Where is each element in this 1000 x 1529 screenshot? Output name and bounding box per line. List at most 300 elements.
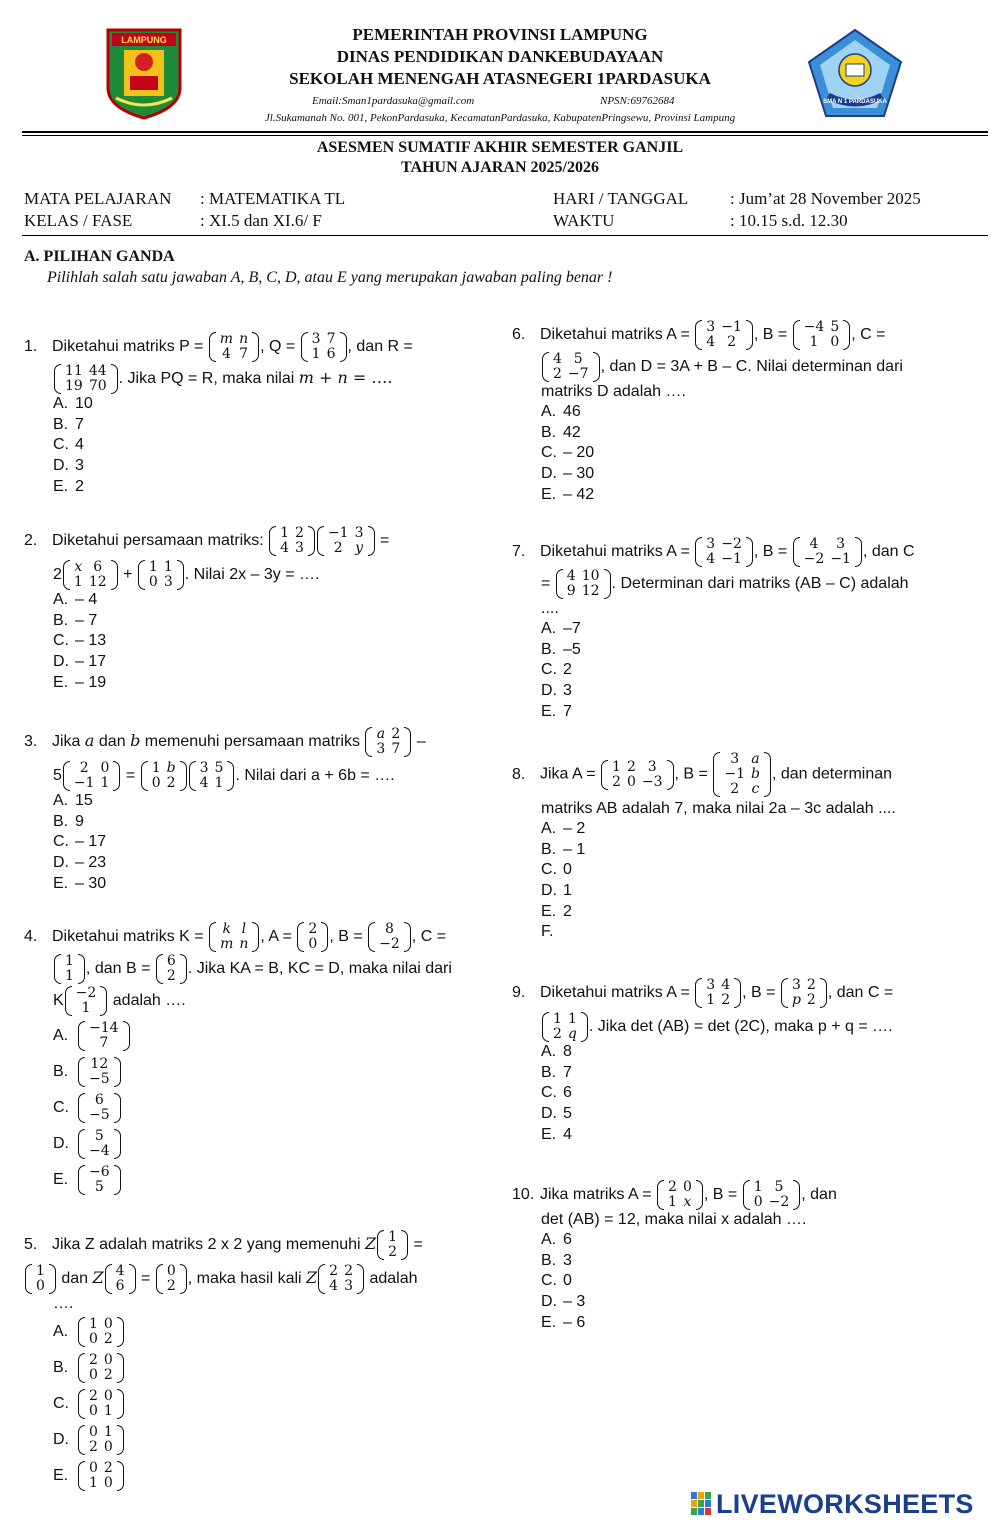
- question-7: [512, 537, 982, 722]
- matrix-entries: [86, 1165, 113, 1195]
- question-text: ….: [53, 1295, 74, 1312]
- option-b[interactable]: [512, 1063, 982, 1084]
- option-d-matrix[interactable]: [78, 1129, 121, 1159]
- option-c[interactable]: [24, 832, 494, 853]
- option-d[interactable]: [512, 1104, 982, 1125]
- question-text: =: [541, 575, 551, 593]
- option-e-matrix[interactable]: [78, 1165, 121, 1195]
- option-text: 46: [563, 403, 581, 420]
- right-paren: [401, 1230, 408, 1260]
- matrix-entry: 19: [65, 378, 83, 394]
- matrix-entry: 2: [626, 758, 636, 775]
- matrix-entry: m: [219, 331, 234, 347]
- right-paren: [746, 320, 753, 350]
- option-e[interactable]: [512, 702, 982, 723]
- matrix-entries: [149, 761, 179, 791]
- matrix-entry: q: [567, 1026, 577, 1042]
- matrix-entry: 5: [830, 319, 840, 335]
- option-e[interactable]: [512, 1125, 982, 1146]
- matrix-entries: [86, 1129, 113, 1159]
- matrix-entry: 0: [308, 936, 318, 952]
- matrix: [138, 560, 184, 590]
- left-paren: [365, 727, 372, 757]
- matrix-entries: [564, 569, 603, 599]
- matrix-entry: 7: [326, 331, 336, 347]
- matrix-entry: p: [791, 992, 801, 1008]
- question-text: b: [130, 731, 141, 751]
- matrix-entry: 3: [706, 977, 716, 993]
- matrix-entry: 4: [706, 551, 716, 567]
- right-paren: [357, 1264, 364, 1294]
- right-paren: [117, 1425, 124, 1455]
- matrix-entry: b: [750, 766, 760, 782]
- matrix-entry: 3: [295, 540, 304, 556]
- matrix-entry: 1: [706, 992, 716, 1008]
- school-name: SEKOLAH MENENGAH ATASNEGERI 1PARDASUKA: [289, 69, 711, 88]
- left-paren: [156, 1264, 163, 1294]
- right-paren: [793, 1180, 800, 1210]
- question-text: Z: [92, 1268, 104, 1288]
- right-paren: [820, 978, 827, 1008]
- option-a[interactable]: [512, 819, 982, 840]
- matrix-entry: a: [751, 751, 760, 767]
- option-d[interactable]: [24, 652, 494, 673]
- left-paren: [657, 1180, 664, 1210]
- subject-value: : MATEMATIKA TL: [200, 189, 346, 208]
- option-b-matrix[interactable]: [78, 1353, 124, 1383]
- option-letter: D.: [541, 1105, 557, 1123]
- option-letter: B.: [541, 423, 557, 441]
- matrix-entry: 2: [89, 1352, 98, 1368]
- question-text: , dan R =: [347, 338, 413, 356]
- question-text: , B =: [753, 543, 788, 561]
- matrix: [317, 526, 375, 556]
- option-text: – 23: [75, 854, 107, 872]
- question-2: [24, 526, 494, 693]
- question-text: . Nilai 2x – 3y = ….: [184, 566, 320, 584]
- question-number: 10.: [512, 1186, 535, 1204]
- option-b-matrix[interactable]: [78, 1057, 121, 1087]
- option-letter: A.: [541, 820, 557, 837]
- left-paren: [78, 1425, 85, 1455]
- option-letter: C.: [541, 1272, 557, 1290]
- matrix-entry: 4: [553, 351, 562, 367]
- option-letter: A.: [541, 1231, 557, 1248]
- option-b[interactable]: [512, 1251, 982, 1272]
- right-paren: [100, 986, 107, 1016]
- matrix-entry: x: [74, 559, 83, 575]
- right-paren: [129, 1264, 136, 1294]
- matrix-entry: −4: [803, 319, 825, 335]
- option-letter: C.: [53, 632, 69, 650]
- matrix-entry: 1: [89, 1475, 98, 1491]
- question-3: [24, 727, 494, 894]
- option-a[interactable]: [24, 590, 494, 611]
- option-list: [24, 590, 494, 693]
- option-a-matrix[interactable]: [78, 1021, 130, 1051]
- matrix-q: [301, 332, 347, 362]
- option-c-matrix[interactable]: [78, 1389, 124, 1419]
- matrix-r: [54, 364, 118, 394]
- option-d[interactable]: [24, 853, 494, 874]
- question-number: 6.: [512, 326, 526, 344]
- question-number: 2.: [24, 532, 38, 550]
- option-letter: E.: [53, 1171, 69, 1188]
- option-a[interactable]: [24, 791, 494, 812]
- matrix: [189, 761, 235, 791]
- matrix-entry: −7: [567, 366, 589, 382]
- option-d[interactable]: [512, 681, 982, 702]
- matrix-entry: 7: [239, 346, 249, 362]
- matrix-entry: 0: [753, 1194, 763, 1210]
- option-a[interactable]: [512, 402, 982, 423]
- option-letter: B.: [53, 1359, 69, 1376]
- option-d[interactable]: [512, 1292, 982, 1313]
- matrix-entry: 1: [553, 1011, 562, 1027]
- question-text: memenuhi persamaan matriks: [144, 733, 360, 751]
- right-paren: [117, 1461, 124, 1491]
- option-text: – 2: [563, 820, 586, 837]
- option-d[interactable]: [512, 881, 982, 902]
- right-paren: [734, 978, 741, 1008]
- matrix-entry: 2: [391, 726, 401, 742]
- matrix-entries: [113, 1264, 128, 1294]
- matrix-entry: −5: [89, 1071, 110, 1087]
- matrix-entry: 3: [354, 525, 364, 541]
- right-paren: [308, 526, 315, 556]
- option-a[interactable]: [512, 1042, 982, 1063]
- matrix-entry: 3: [163, 574, 173, 590]
- option-e-matrix[interactable]: [78, 1461, 124, 1491]
- left-paren: [63, 761, 70, 791]
- question-text: , maka hasil kali: [187, 1270, 302, 1288]
- option-text: 8: [563, 1043, 572, 1060]
- matrix-entries: [217, 922, 251, 952]
- option-c[interactable]: [24, 631, 494, 652]
- left-paren: [317, 526, 324, 556]
- right-paren: [49, 1264, 56, 1294]
- option-b[interactable]: [24, 611, 494, 632]
- option-text: 5: [563, 1105, 572, 1123]
- option-list: [512, 1042, 982, 1145]
- matrix-entry: 12: [581, 583, 600, 599]
- left-paren: [78, 1353, 85, 1383]
- option-letter: A.: [53, 591, 69, 608]
- right-paren: [252, 922, 259, 952]
- option-text: 3: [75, 457, 84, 475]
- matrix-entry: −4: [89, 1143, 110, 1159]
- option-letter: B.: [53, 812, 69, 830]
- question-text: adalah ….: [112, 992, 186, 1010]
- right-paren: [321, 922, 328, 952]
- question-number: 8.: [512, 765, 526, 783]
- left-paren: [781, 978, 788, 1008]
- option-f[interactable]: [512, 922, 982, 943]
- matrix-entries: [277, 526, 307, 556]
- matrix-entries: [86, 1057, 113, 1087]
- matrix: [63, 560, 118, 590]
- question-text: Z: [306, 1268, 318, 1288]
- option-text: 7: [563, 1063, 572, 1081]
- matrix-entry: 4: [221, 346, 231, 362]
- option-letter: A.: [541, 620, 557, 637]
- matrix-entry: −1: [830, 551, 851, 567]
- option-text: –7: [563, 620, 581, 637]
- option-text: – 17: [75, 833, 107, 851]
- option-e[interactable]: [24, 477, 494, 498]
- option-c[interactable]: [512, 443, 982, 464]
- option-e[interactable]: [24, 874, 494, 895]
- question-number: 7.: [512, 543, 526, 561]
- left-paren: [25, 1264, 32, 1294]
- option-b[interactable]: [24, 415, 494, 436]
- option-letter: D.: [541, 465, 557, 483]
- option-letter: E.: [541, 1313, 557, 1331]
- option-text: 1: [563, 882, 572, 900]
- liveworksheets-brand: [690, 1486, 990, 1522]
- matrix-entries: [376, 922, 403, 952]
- matrix-entry: 0: [626, 773, 636, 790]
- matrix-entry: 0: [103, 1316, 113, 1332]
- left-paren: [695, 537, 702, 567]
- right-paren: [604, 569, 611, 599]
- matrix-entry: 2: [295, 525, 304, 541]
- matrix-entries: [164, 1264, 179, 1294]
- right-paren: [117, 1353, 124, 1383]
- matrix-entry: −2: [379, 936, 400, 952]
- matrix-entry: 2: [553, 1026, 562, 1042]
- matrix-entry: 6: [166, 953, 176, 969]
- right-paren: [667, 760, 674, 790]
- option-text: – 30: [75, 874, 107, 892]
- option-a[interactable]: [512, 619, 982, 640]
- matrix-entry: 0: [89, 1424, 98, 1440]
- option-letter: E.: [53, 477, 69, 495]
- option-e[interactable]: [512, 902, 982, 923]
- question-text: , B =: [674, 765, 708, 783]
- option-c[interactable]: [512, 860, 982, 881]
- matrix-entries: [801, 537, 854, 567]
- matrix-entry: 4: [115, 1263, 125, 1279]
- matrix-entry: 0: [100, 760, 110, 776]
- option-letter: D.: [53, 457, 69, 475]
- option-e[interactable]: [512, 485, 982, 506]
- matrix-entry: 2: [388, 1244, 398, 1260]
- option-letter: E.: [541, 1125, 557, 1143]
- right-paren: [404, 727, 411, 757]
- option-text: 10: [75, 395, 93, 412]
- question-text: , B =: [753, 326, 788, 344]
- option-letter: C.: [541, 1084, 557, 1102]
- left-paren: [743, 1180, 750, 1210]
- matrix-entries: [373, 727, 403, 757]
- matrix-b2: [156, 954, 187, 984]
- option-b[interactable]: [512, 840, 982, 861]
- matrix-entry: 0: [148, 574, 158, 590]
- matrix-entry: 3: [376, 741, 386, 757]
- question-text: , C =: [851, 326, 886, 344]
- option-c[interactable]: [24, 435, 494, 456]
- right-paren: [593, 352, 600, 382]
- question-number: 1.: [24, 338, 38, 356]
- matrix-entry: −1: [73, 775, 95, 791]
- matrix-entry: l: [241, 921, 247, 937]
- matrix-entries: [703, 537, 745, 567]
- option-b[interactable]: [512, 423, 982, 444]
- matrix-entry: 6: [94, 1092, 104, 1108]
- option-text: – 20: [563, 444, 595, 462]
- matrix-entry: 3: [311, 331, 321, 347]
- option-letter: B.: [541, 1251, 557, 1269]
- option-text: 4: [75, 436, 84, 454]
- matrix: [156, 1264, 187, 1294]
- matrix-entry: 2: [806, 977, 816, 993]
- matrix-entries: [325, 526, 367, 556]
- question-text: . Jika PQ = R, maka nilai: [118, 370, 295, 388]
- matrix-entry: 2: [103, 1460, 113, 1476]
- option-letter: A.: [541, 1043, 557, 1060]
- matrix-c: [54, 954, 85, 984]
- question-text: , dan: [801, 1186, 837, 1204]
- question-5: [24, 1230, 494, 1494]
- matrix-entries: [164, 954, 179, 984]
- matrix-entry: 2: [166, 1278, 176, 1294]
- option-text: 0: [563, 1272, 572, 1290]
- option-text: – 19: [75, 673, 107, 691]
- option-b[interactable]: [512, 640, 982, 661]
- matrix-entry: 1: [36, 1263, 45, 1279]
- school-address: Jl.Sukamanah No. 001, PekonPardasuka, KecamatanPardasuka, KabupatenPringsewu, Provinsi Lampung: [264, 112, 736, 124]
- matrix-entries: [86, 1093, 113, 1123]
- left-paren: [297, 922, 304, 952]
- section-title: A. PILIHAN GANDA: [24, 248, 175, 265]
- matrix-entry: 11: [65, 363, 83, 379]
- option-b[interactable]: [24, 812, 494, 833]
- matrix-entry: 3: [199, 760, 209, 776]
- right-paren: [177, 560, 184, 590]
- option-letter: D.: [541, 682, 557, 700]
- matrix-c: [556, 569, 611, 599]
- left-paren: [63, 560, 70, 590]
- matrix-entries: [305, 922, 320, 952]
- question-10: [512, 1180, 982, 1333]
- option-c[interactable]: [512, 660, 982, 681]
- option-text: – 42: [563, 485, 595, 503]
- question-text: , dan determinan: [771, 765, 893, 783]
- matrix-entries: [86, 1425, 116, 1455]
- left-paren: [138, 560, 145, 590]
- option-e[interactable]: [512, 1313, 982, 1334]
- matrix-entry: x: [683, 1194, 692, 1210]
- left-paren: [793, 537, 800, 567]
- option-letter: D.: [53, 1431, 69, 1448]
- right-paren: [340, 332, 347, 362]
- question-text: dan: [61, 1270, 89, 1288]
- option-e[interactable]: [24, 673, 494, 694]
- option-letter: E.: [541, 702, 557, 720]
- option-letter: D.: [541, 1293, 557, 1311]
- matrix-entry: 4: [280, 540, 290, 556]
- matrix-entry: 1: [65, 968, 74, 984]
- question-text: matriks AB adalah 7, maka nilai 2a – 3c adalah ....: [541, 800, 896, 817]
- question-text: , Q =: [260, 338, 296, 356]
- day-value: : Jum’at 28 November 2025: [730, 189, 921, 208]
- option-text: – 1: [563, 840, 586, 858]
- matrix-entries: [721, 752, 763, 797]
- matrix-entry: 0: [103, 1352, 113, 1368]
- matrix-entries: [86, 1461, 116, 1491]
- matrix-entry: 3: [647, 758, 657, 775]
- matrix-entries: [73, 986, 100, 1016]
- matrix-entry: −14: [89, 1020, 119, 1036]
- option-text: 7: [75, 415, 84, 433]
- option-c[interactable]: [512, 1083, 982, 1104]
- option-text: – 4: [75, 591, 98, 608]
- question-text: –: [416, 733, 426, 751]
- option-c-matrix[interactable]: [78, 1093, 121, 1123]
- matrix-b: [793, 320, 851, 350]
- option-d[interactable]: [24, 456, 494, 477]
- left-paren: [156, 954, 163, 984]
- option-a-matrix[interactable]: [78, 1317, 124, 1347]
- matrix-entries: [146, 560, 176, 590]
- option-letter: E.: [53, 874, 69, 892]
- matrix-entries: [217, 332, 251, 362]
- matrix-entry: 5: [94, 1179, 104, 1195]
- question-9: [512, 978, 982, 1145]
- right-paren: [252, 332, 259, 362]
- question-text: . Jika KA = B, KC = D, maka nilai dari: [187, 960, 452, 978]
- option-a[interactable]: [512, 1230, 982, 1251]
- matrix-entry: 2: [612, 773, 621, 790]
- matrix-entry: 1: [809, 334, 819, 350]
- left-paren: [78, 1129, 85, 1159]
- matrix-entry: 1: [163, 559, 173, 575]
- matrix-entry: 70: [88, 378, 107, 394]
- option-d-matrix[interactable]: [78, 1425, 124, 1455]
- option-c[interactable]: [512, 1271, 982, 1292]
- right-paren: [746, 537, 753, 567]
- matrix-entry: 6: [115, 1278, 125, 1294]
- question-number: 4.: [24, 928, 38, 946]
- option-d[interactable]: [512, 464, 982, 485]
- matrix-entry: 10: [581, 568, 600, 584]
- matrix-b: [713, 752, 771, 797]
- option-letter: B.: [53, 1063, 69, 1080]
- option-letter: E.: [53, 1467, 69, 1484]
- liveworksheets-text: LIVEWORKSHEETS: [716, 1488, 974, 1519]
- left-paren: [189, 761, 196, 791]
- question-number: 5.: [24, 1236, 38, 1254]
- matrix-entry: 0: [36, 1278, 45, 1294]
- matrix-entry: 1: [311, 346, 321, 362]
- matrix-entry: 2: [103, 1367, 113, 1383]
- option-text: – 17: [75, 653, 107, 671]
- option-letter: E.: [541, 902, 557, 920]
- option-text: 15: [75, 792, 93, 809]
- matrix-entries: [86, 1317, 116, 1347]
- right-paren: [111, 364, 118, 394]
- matrix-b: [793, 537, 862, 567]
- option-letter: B.: [53, 415, 69, 433]
- question-text: K: [53, 992, 64, 1010]
- matrix-entry: 4: [809, 536, 819, 552]
- matrix-entry: −1: [327, 525, 349, 541]
- option-a[interactable]: [24, 394, 494, 415]
- question-text: , dan C: [862, 543, 915, 561]
- right-paren: [180, 761, 187, 791]
- question-text: =: [141, 1270, 151, 1288]
